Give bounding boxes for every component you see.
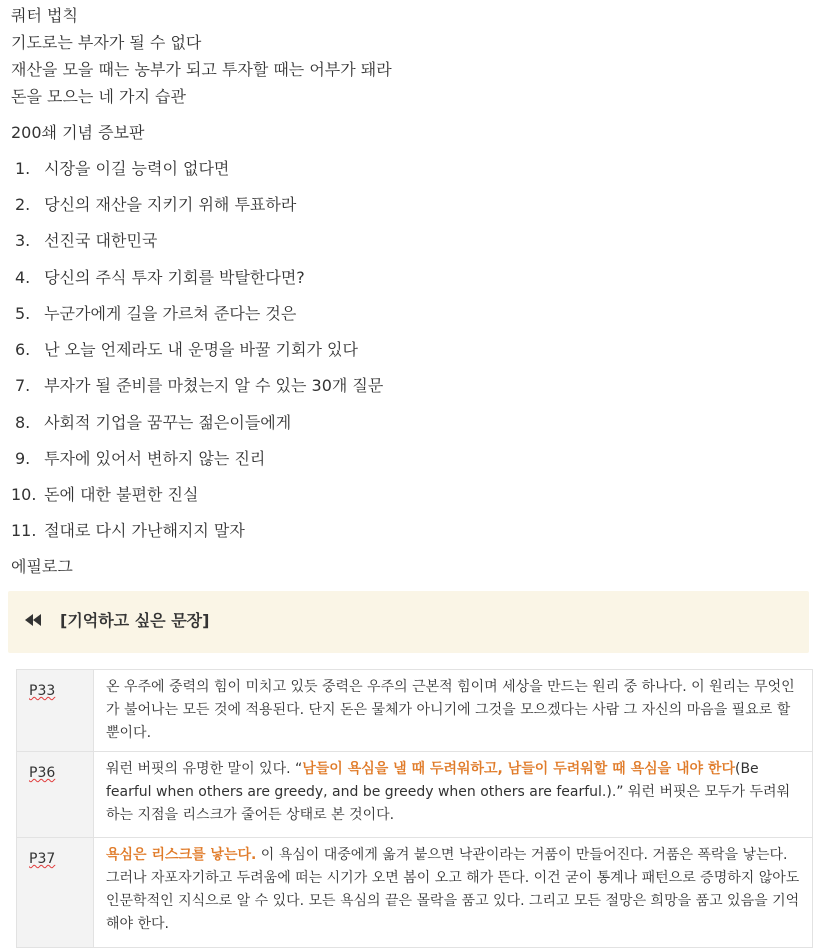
table-row bbox=[17, 838, 813, 948]
toc-item bbox=[15, 376, 383, 396]
toc-title: 돈에 대한 불편한 진실 bbox=[44, 485, 199, 504]
quote-highlight: 욕심은 리스크를 낳는다. bbox=[106, 847, 257, 863]
table-row bbox=[17, 670, 813, 752]
toc-number: 4. bbox=[15, 268, 31, 287]
toc-title: 시장을 이길 능력이 없다면 bbox=[44, 159, 230, 178]
edition-label: 200쇄 기념 증보판 bbox=[11, 123, 145, 142]
toc-item bbox=[15, 304, 296, 324]
toc-number: 7. bbox=[15, 376, 31, 395]
toc-title: 사회적 기업을 꿈꾸는 젊은이들에게 bbox=[44, 413, 292, 432]
toc-item bbox=[15, 413, 291, 433]
toc-number: 3. bbox=[15, 231, 31, 250]
callout-title: [기억하고 싶은 문장] bbox=[60, 611, 210, 630]
quote-text: 온 우주에 중력의 힘이 미치고 있듯 중력은 우주의 근본적 힘이며 세상을 만드는 원리 중 하나다. 이 원리는 무엇인가 불어나는 모든 것에 적용된다. 단지 돈은 물체가 아니기에 그것을 모으겠다는 사람 그 자신의 마음을 필요로 할 뿐이다. bbox=[106, 679, 795, 741]
page-cell bbox=[17, 838, 94, 948]
header-line: 재산을 모을 때는 농부가 되고 투자할 때는 어부가 돼라 bbox=[11, 60, 392, 79]
quote-text: 워런 버핏의 유명한 말이 있다. “ bbox=[106, 761, 303, 777]
quote-highlight: 남들이 욕심을 낼 때 두려워하고, 남들이 두려워할 때 욕심을 내야 한다 bbox=[302, 761, 735, 777]
toc-number: 5. bbox=[15, 304, 31, 323]
toc-number: 10. bbox=[11, 485, 37, 504]
header-line: 돈을 모으는 네 가지 습관 bbox=[11, 87, 186, 106]
toc-number: 2. bbox=[15, 195, 31, 214]
toc-title: 난 오늘 언제라도 내 운명을 바꿀 기회가 있다 bbox=[44, 340, 358, 359]
toc-item bbox=[15, 195, 296, 215]
toc-title: 누군가에게 길을 가르쳐 준다는 것은 bbox=[44, 304, 297, 323]
toc-item bbox=[15, 449, 265, 469]
toc-item bbox=[11, 521, 245, 541]
page-number: P36 bbox=[29, 765, 56, 781]
quotes-table bbox=[16, 669, 813, 948]
quote-cell bbox=[94, 838, 813, 948]
table-row bbox=[17, 752, 813, 838]
toc-title: 투자에 있어서 변하지 않는 진리 bbox=[44, 449, 266, 468]
rewind-icon bbox=[24, 613, 42, 631]
toc-item bbox=[15, 231, 157, 251]
epilogue-label: 에필로그 bbox=[11, 557, 73, 576]
toc-number: 11. bbox=[11, 521, 37, 540]
toc-title: 부자가 될 준비를 마쳤는지 알 수 있는 30개 질문 bbox=[44, 376, 384, 395]
callout-box bbox=[8, 591, 809, 653]
page-number: P37 bbox=[29, 851, 56, 867]
toc-title: 당신의 재산을 지키기 위해 투표하라 bbox=[44, 195, 297, 214]
toc-number: 1. bbox=[15, 159, 31, 178]
header-line: 쿼터 법칙 bbox=[11, 6, 78, 25]
toc-number: 6. bbox=[15, 340, 31, 359]
quote-cell bbox=[94, 670, 813, 752]
toc-item bbox=[11, 485, 198, 505]
header-line: 기도로는 부자가 될 수 없다 bbox=[11, 33, 202, 52]
toc-item bbox=[15, 340, 358, 360]
quote-cell bbox=[94, 752, 813, 838]
page-cell bbox=[17, 670, 94, 752]
quote-text: 이 욕심이 대중에게 옮겨 붙으면 낙관이라는 거품이 만들어진다. 거품은 폭락을 낳는다. 그러나 자포자기하고 두려움에 떠는 시기가 오면 봄이 오고 해가 뜬다. 이건 굳이 통계나 패턴으로 증명하지 않아도 인문학적인 지식으로 알 수 있다. 모든 욕심의 끝은 몰락을 품고 있다. 그리고 모든 절망은 희망을 품고 있음을 기억해야 한다. bbox=[106, 847, 800, 932]
toc-title: 당신의 주식 투자 기회를 박탈한다면? bbox=[44, 268, 305, 287]
toc-number: 8. bbox=[15, 413, 31, 432]
toc-number: 9. bbox=[15, 449, 31, 468]
toc-item bbox=[15, 268, 305, 288]
quote-text: (Be fearful when others are greedy, and be greedy when others are fearful.).” 워런 버핏은 모두가 두려워하는 지점을 리스크가 줄어든 상태로 본 것이다. bbox=[106, 761, 791, 823]
toc-title: 선진국 대한민국 bbox=[44, 231, 158, 250]
page-number: P33 bbox=[29, 683, 56, 699]
toc-item bbox=[15, 159, 229, 179]
page-cell bbox=[17, 752, 94, 838]
toc-title: 절대로 다시 가난해지지 말자 bbox=[44, 521, 245, 540]
